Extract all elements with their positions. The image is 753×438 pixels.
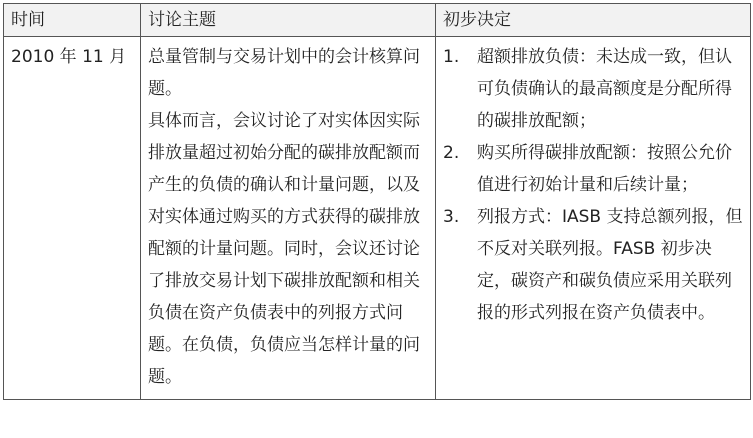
decision-text: 列报方式：IASB 支持总额列报，但不反对关联列报。FASB 初步决定，碳资产和碳负债应采用关联列报的形式列报在资产负债表中。 xyxy=(477,207,743,323)
decision-cell xyxy=(436,37,751,400)
table-row xyxy=(4,37,751,400)
topic-paragraph: 具体而言，会议讨论了对实体因实际排放量超过初始分配的碳排放配额而产生的负债的确认和计量问题，以及对实体通过购买的方式获得的碳排放配额的计量问题。同时，会议还讨论了排放交易计划下碳排放配额和相关负债在资产负债表中的列报方式问题。在负债，负债应当怎样计量的问题。 xyxy=(148,111,420,387)
header-topic: 讨论主题 xyxy=(141,4,436,37)
decision-text: 超额排放负债：未达成一致，但认可负债确认的最高额度是分配所得的碳排放配额； xyxy=(477,47,732,131)
header-time: 时间 xyxy=(4,4,141,37)
decision-item xyxy=(443,201,744,329)
time-cell: 2010 年 11 月 xyxy=(4,37,141,400)
decision-table xyxy=(3,3,751,400)
topic-paragraph: 总量管制与交易计划中的会计核算问题。 xyxy=(148,47,420,99)
decision-item xyxy=(443,41,744,137)
table-header-row xyxy=(4,4,751,37)
decision-number: 3. xyxy=(443,207,460,227)
decision-number: 2. xyxy=(443,143,460,163)
decision-item xyxy=(443,137,744,201)
header-decision: 初步决定 xyxy=(436,4,751,37)
decision-number: 1. xyxy=(443,47,460,67)
decision-text: 购买所得碳排放配额：按照公允价值进行初始计量和后续计量； xyxy=(477,143,732,195)
decision-list xyxy=(443,41,744,329)
topic-cell xyxy=(141,37,436,400)
